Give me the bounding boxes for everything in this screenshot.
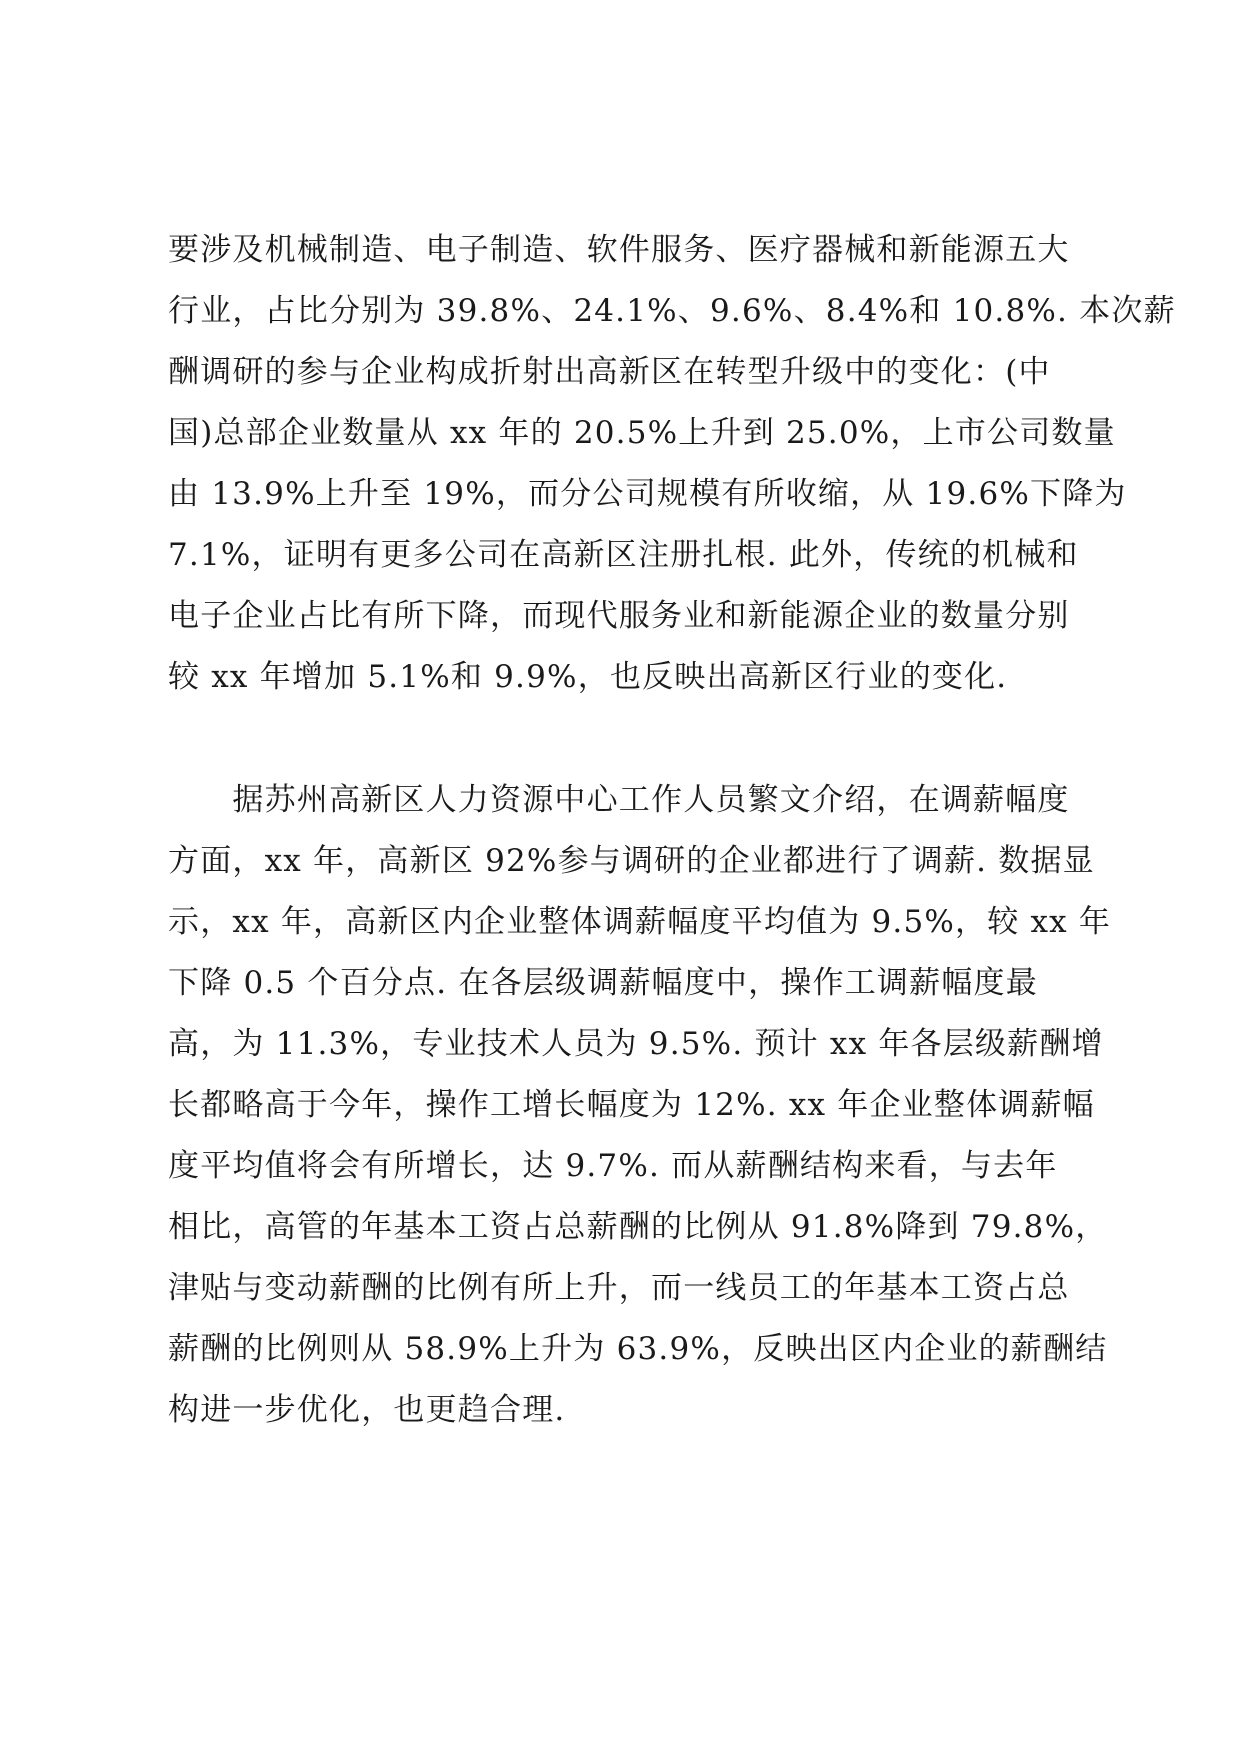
text-line: 高，为 11.3%，专业技术人员为 9.5%. 预计 xx 年各层级薪酬增 (168, 1026, 1104, 1062)
text-line: 示，xx 年，高新区内企业整体调薪幅度平均值为 9.5%，较 xx 年 (168, 904, 1112, 940)
text-line: 行业，占比分别为 39.8%、24.1%、9.6%、8.4%和 10.8%. 本次薪 (168, 293, 1176, 329)
text-line: 薪酬的比例则从 58.9%上升为 63.9%，反映出区内企业的薪酬结 (168, 1331, 1108, 1367)
text-line: 要涉及机械制造、电子制造、软件服务、医疗器械和新能源五大 (168, 232, 1070, 268)
text-line: 较 xx 年增加 5.1%和 9.9%，也反映出高新区行业的变化. (168, 659, 1008, 695)
text-line: 度平均值将会有所增长，达 9.7%. 而从薪酬结构来看，与去年 (168, 1148, 1058, 1184)
text-line: 相比，高管的年基本工资占总薪酬的比例从 91.8%降到 79.8%， (168, 1209, 1108, 1245)
paragraph-salary-adjustment (168, 770, 1112, 1441)
text-line: 国)总部企业数量从 xx 年的 20.5%上升到 25.0%，上市公司数量 (168, 415, 1116, 451)
text-line: 7.1%，证明有更多公司在高新区注册扎根. 此外，传统的机械和 (168, 537, 1079, 573)
text-line: 电子企业占比有所下降，而现代服务业和新能源企业的数量分别 (168, 598, 1070, 634)
text-line: 由 13.9%上升至 19%，而分公司规模有所收缩，从 19.6%下降为 (168, 476, 1127, 512)
text-line: 下降 0.5 个百分点. 在各层级调薪幅度中，操作工调薪幅度最 (168, 965, 1038, 1001)
text-line: 据苏州高新区人力资源中心工作人员繁文介绍，在调薪幅度 (168, 782, 1070, 818)
text-line: 酬调研的参与企业构成折射出高新区在转型升级中的变化：(中 (168, 354, 1051, 390)
text-line: 津贴与变动薪酬的比例有所上升，而一线员工的年基本工资占总 (168, 1270, 1070, 1306)
text-line: 构进一步优化，也更趋合理. (168, 1392, 566, 1428)
text-line: 长都略高于今年，操作工增长幅度为 12%. xx 年企业整体调薪幅 (168, 1087, 1095, 1123)
text-line: 方面，xx 年，高新区 92%参与调研的企业都进行了调薪. 数据显 (168, 843, 1095, 879)
paragraph-industry-composition (168, 220, 1176, 708)
